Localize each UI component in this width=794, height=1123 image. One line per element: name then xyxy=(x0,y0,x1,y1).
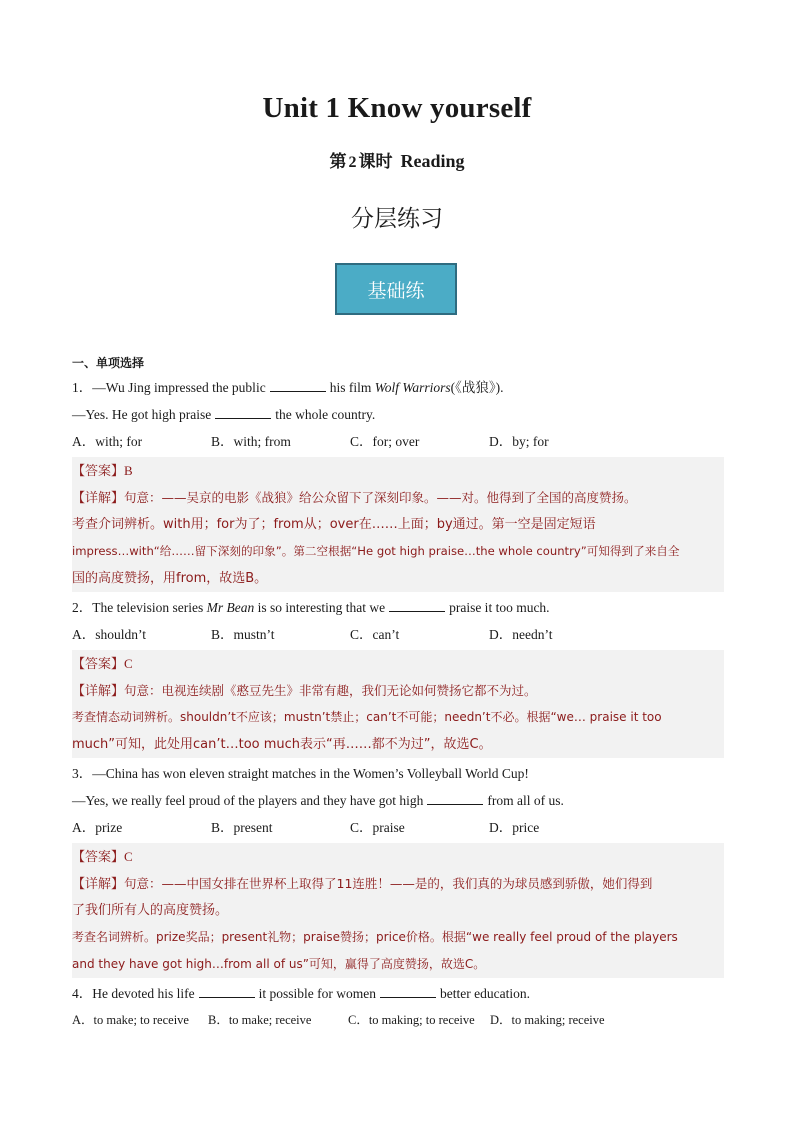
option-c[interactable]: C．praise xyxy=(350,820,405,835)
question-stem xyxy=(72,760,724,787)
answer-value: C xyxy=(124,849,133,864)
answer-blank xyxy=(270,379,326,392)
option-b[interactable]: B．to make; receive xyxy=(208,1013,312,1027)
detail-line: 考查情态动词辨析。shouldn’t不应该；mustn’t禁止；can’t不可能；needn’t不必。根据“we… praise it too xyxy=(72,710,662,724)
answer-line xyxy=(72,650,724,677)
option-d[interactable]: D．needn’t xyxy=(489,627,553,642)
answer-value: C xyxy=(124,656,133,671)
detail-tag: 【详解】 xyxy=(72,684,125,699)
option-b[interactable]: B．with; from xyxy=(211,434,291,449)
detail-line: much”可知，此处用can’t…too much表示“再……都不为过”，故选C。 xyxy=(72,737,492,752)
answer-blank xyxy=(215,406,271,419)
option-a[interactable]: A．to make; to receive xyxy=(72,1013,189,1027)
answer-tag: 【答案】 xyxy=(72,464,125,479)
lesson-suffix: 课时 xyxy=(358,152,393,172)
stem-text: the whole country. xyxy=(275,407,376,422)
question-number: 1． xyxy=(72,380,93,395)
question-stem xyxy=(72,594,724,621)
question-stem xyxy=(72,401,724,428)
question-stem xyxy=(72,980,724,1007)
answer-block xyxy=(72,843,724,978)
option-d[interactable]: D．to making; receive xyxy=(490,1013,605,1027)
option-a[interactable]: A．prize xyxy=(72,820,123,835)
stem-text: —Wu Jing impressed the public xyxy=(92,380,266,395)
answer-line xyxy=(72,843,724,870)
level-badge xyxy=(335,263,457,315)
detail-text: 句意：电视连续剧《憨豆先生》非常有趣，我们无论如何赞扬它都不为过。 xyxy=(124,683,537,698)
stem-text: is so interesting that we xyxy=(257,600,386,615)
level-label: 基础练 xyxy=(367,279,425,302)
part-heading: 一、单项选择 xyxy=(72,356,145,370)
option-b[interactable]: B．mustn’t xyxy=(211,627,275,642)
answer-blank xyxy=(199,985,255,998)
stem-text: (《战狼》). xyxy=(450,380,504,395)
detail-line: 国的高度赞扬，用from，故选B。 xyxy=(72,571,268,586)
detail-line: 考查介词辨析。with用；for为了；from从；over在……上面；by通过。第一空是固定短语 xyxy=(72,517,596,532)
stem-text: He devoted his life xyxy=(92,986,195,1001)
answer-blank xyxy=(389,599,445,612)
detail-tag: 【详解】 xyxy=(72,491,125,506)
question-number: 3． xyxy=(72,766,93,781)
answer-block xyxy=(72,650,724,758)
detail-line xyxy=(72,484,724,511)
option-c[interactable]: C．for; over xyxy=(350,434,420,449)
detail-line: and they have got high…from all of us”可知，赢得了高度赞扬，故选C。 xyxy=(72,957,486,971)
answer-value: B xyxy=(124,463,133,478)
exercise-content xyxy=(72,352,724,1034)
stem-text: from all of us. xyxy=(487,793,564,808)
question-4 xyxy=(72,980,724,1034)
option-c[interactable]: C．to making; to receive xyxy=(348,1013,475,1027)
lesson-number: 2 xyxy=(348,154,357,171)
detail-text: 句意：——吴京的电影《战狼》给公众留下了深刻印象。——对。他得到了全国的高度赞扬。 xyxy=(124,490,637,505)
answer-line xyxy=(72,457,724,484)
lesson-name: Reading xyxy=(400,151,465,171)
film-title: Wolf Warriors xyxy=(374,380,451,395)
stem-text: it possible for women xyxy=(258,986,376,1001)
stem-text: —China has won eleven straight matches in the Women’s Volleyball World Cup! xyxy=(92,766,529,781)
options-row xyxy=(72,621,724,648)
options-row xyxy=(72,428,724,455)
stem-text: his film xyxy=(329,380,372,395)
answer-blank xyxy=(427,792,483,805)
question-number: 2． xyxy=(72,600,93,615)
answer-block xyxy=(72,457,724,592)
question-3 xyxy=(72,760,724,978)
answer-tag: 【答案】 xyxy=(72,850,125,865)
question-1 xyxy=(72,374,724,592)
stem-text: better education. xyxy=(439,986,530,1001)
option-c[interactable]: C．can’t xyxy=(350,627,400,642)
options-row xyxy=(72,1007,724,1034)
detail-line: impress…with“给……留下深刻的印象”。第二空根据“He got high praise…the whole country”可知得到了来自全 xyxy=(72,544,680,558)
answer-blank xyxy=(380,985,436,998)
option-d[interactable]: D．price xyxy=(489,820,540,835)
question-stem xyxy=(72,787,724,814)
option-a[interactable]: A．shouldn’t xyxy=(72,627,147,642)
section-title: 分层练习 xyxy=(351,206,443,232)
detail-line: 考查名词辨析。prize奖品；present礼物；praise赞扬；price价格。根据“we really feel proud of the players xyxy=(72,930,678,944)
lesson-subtitle xyxy=(0,147,794,172)
option-a[interactable]: A．with; for xyxy=(72,434,143,449)
answer-tag: 【答案】 xyxy=(72,657,125,672)
options-row xyxy=(72,814,724,841)
question-stem xyxy=(72,374,724,401)
stem-text: The television series xyxy=(92,600,204,615)
question-2 xyxy=(72,594,724,758)
detail-line xyxy=(72,870,724,897)
series-title: Mr Bean xyxy=(206,600,255,615)
stem-text: —Yes, we really feel proud of the players and they have got high xyxy=(72,793,424,808)
page-title: Unit 1 Know yourself xyxy=(262,92,532,124)
detail-tag: 【详解】 xyxy=(72,877,125,892)
detail-text: 句意：——中国女排在世界杯上取得了11连胜！——是的，我们真的为球员感到骄傲，她们得到 xyxy=(124,876,653,891)
lesson-prefix: 第 xyxy=(329,152,347,172)
option-b[interactable]: B．present xyxy=(211,820,273,835)
question-number: 4． xyxy=(72,986,93,1001)
option-d[interactable]: D．by; for xyxy=(489,434,549,449)
detail-line: 了我们所有人的高度赞扬。 xyxy=(72,903,229,918)
stem-text: praise it too much. xyxy=(449,600,550,615)
stem-text: —Yes. He got high praise xyxy=(72,407,212,422)
detail-line xyxy=(72,677,724,704)
